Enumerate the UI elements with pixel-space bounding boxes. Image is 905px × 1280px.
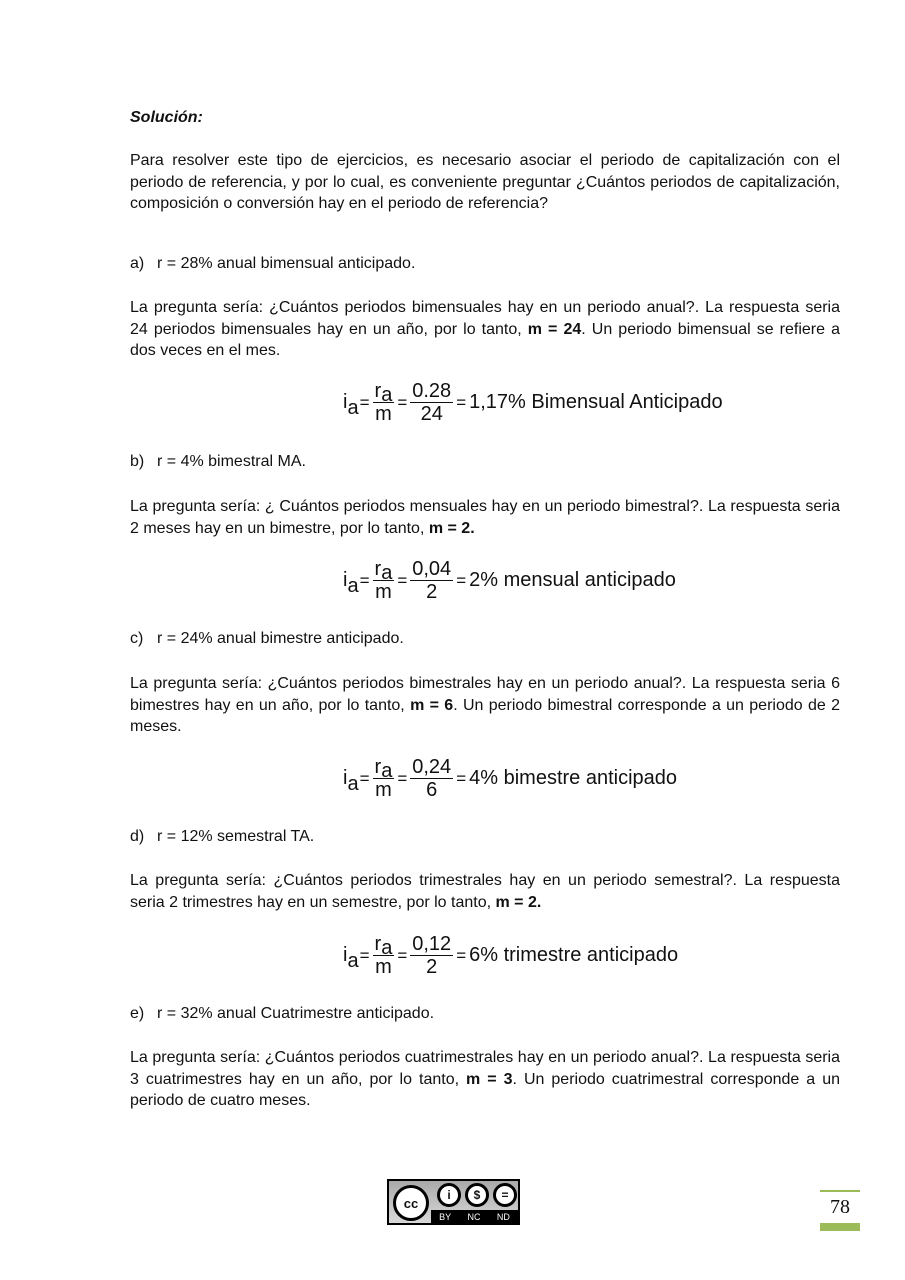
numerator-sub: a: [381, 562, 393, 584]
formula-lhs: i: [343, 569, 348, 591]
page-number-rule-bottom: [820, 1223, 860, 1231]
denominator: m: [375, 956, 392, 978]
fraction-rate-over-m: [373, 558, 395, 603]
equals-sign: =: [397, 570, 408, 590]
exercise-explanation: [130, 1047, 840, 1112]
exercise-explanation: [130, 673, 840, 738]
fraction-rate-over-m: [373, 933, 395, 978]
m-value: m = 3: [466, 1070, 513, 1088]
exercise-label: b): [130, 453, 145, 470]
numerator-value: 0,04: [412, 558, 452, 580]
page-number-rule-top: [820, 1190, 860, 1192]
exercise-text: r = 32% anual Cuatrimestre anticipado.: [157, 1005, 435, 1022]
fraction-values: [410, 933, 453, 978]
exercise-text: r = 4% bimestral MA.: [157, 453, 306, 470]
license-by: BY: [439, 1211, 452, 1222]
denominator: m: [375, 581, 392, 603]
exercise-statement: [130, 453, 306, 471]
numerator-sub: a: [381, 937, 393, 959]
formula-result: 6% trimestre anticipado: [469, 944, 679, 966]
exercise-label: c): [130, 630, 144, 647]
creative-commons-license-badge: [387, 1179, 520, 1225]
numerator-sub: a: [381, 760, 393, 782]
rate-formula: [343, 756, 677, 801]
solution-title: Solución:: [130, 109, 203, 126]
equals-sign: =: [397, 768, 408, 788]
formula-result: 4% bimestre anticipado: [469, 767, 678, 789]
numerator-value: 0,24: [412, 756, 452, 778]
exercise-label: e): [130, 1005, 145, 1022]
exercise-text: r = 24% anual bimestre anticipado.: [157, 630, 404, 647]
denominator-value: 6: [426, 779, 438, 801]
denominator: m: [375, 779, 392, 801]
denominator: m: [375, 403, 392, 425]
formula-lhs-sub: a: [347, 773, 359, 795]
explanation-text: La pregunta sería: ¿Cuántos periodos trimestrales hay en un periodo semestral?. La respuesta seria 2 trimestres hay en un semestre, por lo tanto,: [130, 872, 840, 911]
explanation-text-end: . Un periodo bimensual se refiere a dos veces en el mes.: [130, 320, 840, 359]
exercise-statement: [130, 630, 404, 648]
m-value: m = 2.: [495, 893, 542, 911]
formula-result: 2% mensual anticipado: [469, 569, 676, 591]
equals-sign: =: [359, 570, 370, 590]
fraction-rate-over-m: [373, 380, 395, 425]
formula-lhs-sub: a: [347, 397, 359, 419]
denominator-value: 2: [426, 956, 438, 978]
equals-sign: =: [397, 945, 408, 965]
explanation-text: La pregunta sería: ¿Cuántos periodos bimestrales hay en un periodo anual?. La respuesta seria 6 bimestres hay en un año, por lo tanto,: [130, 675, 840, 714]
numerator-sub: a: [381, 384, 393, 406]
formula-lhs: i: [343, 767, 348, 789]
formula-lhs: i: [343, 391, 348, 413]
m-value: m = 2.: [428, 519, 475, 537]
exercise-explanation: [130, 496, 840, 539]
formula-lhs-sub: a: [347, 950, 359, 972]
explanation-text: La pregunta sería: ¿ Cuántos periodos mensuales hay en un periodo bimestral?. La respuesta seria 2 meses hay en un bimestre, por lo tanto,: [130, 498, 840, 537]
equals-sign: =: [456, 945, 467, 965]
exercise-label: d): [130, 828, 145, 845]
equals-sign: =: [456, 392, 467, 412]
attribution-icon: i: [437, 1183, 461, 1207]
formula-lhs: i: [343, 944, 348, 966]
noderivatives-icon: =: [493, 1183, 517, 1207]
license-nd: ND: [496, 1211, 510, 1222]
numerator: r: [374, 558, 382, 580]
rate-formula: [343, 380, 723, 425]
equals-sign: =: [359, 768, 370, 788]
intro-paragraph: Para resolver este tipo de ejercicios, es necesario asociar el periodo de capitalización con el periodo de referencia, y por lo cual, es conveniente preguntar ¿Cuántos periodos de capitalización, composición o conversión hay en el periodo de referencia?: [130, 152, 840, 212]
cc-icon: cc: [393, 1185, 429, 1221]
numerator: r: [374, 933, 382, 955]
exercise-text: r = 28% anual bimensual anticipado.: [157, 255, 416, 272]
rate-formula: [343, 933, 678, 978]
exercise-statement: [130, 828, 314, 846]
exercise-explanation: [130, 297, 840, 362]
formula-result: 1,17% Bimensual Anticipado: [469, 391, 723, 413]
equals-sign: =: [359, 945, 370, 965]
fraction-values: [410, 558, 453, 603]
denominator-value: 24: [420, 403, 443, 425]
license-nc: NC: [467, 1211, 481, 1222]
fraction-rate-over-m: [373, 756, 395, 801]
equals-sign: =: [359, 392, 370, 412]
rate-formula: [343, 558, 676, 603]
equals-sign: =: [456, 768, 467, 788]
exercise-statement: [130, 255, 415, 273]
exercise-explanation: [130, 870, 840, 913]
equals-sign: =: [397, 392, 408, 412]
m-value: m = 24: [527, 320, 582, 338]
page-number-text: 78: [830, 1196, 850, 1218]
numerator-value: 0.28: [412, 380, 452, 402]
equals-sign: =: [456, 570, 467, 590]
numerator: r: [374, 756, 382, 778]
exercise-label: a): [130, 255, 145, 272]
exercise-text: r = 12% semestral TA.: [157, 828, 315, 845]
explanation-text: La pregunta sería: ¿Cuántos periodos bimensuales hay en un periodo anual?. La respuesta seria 24 periodos bimensuales hay en un año, por lo tanto,: [130, 299, 840, 338]
formula-lhs-sub: a: [347, 575, 359, 597]
fraction-values: [410, 756, 453, 801]
noncommercial-icon: $: [465, 1183, 489, 1207]
numerator-value: 0,12: [412, 933, 452, 955]
numerator: r: [374, 380, 382, 402]
explanation-text-end: . Un periodo cuatrimestral corresponde a un periodo de cuatro meses.: [130, 1070, 840, 1109]
page-number: [820, 1190, 860, 1231]
fraction-values: [410, 380, 453, 425]
exercise-statement: [130, 1005, 434, 1023]
explanation-text: La pregunta sería: ¿Cuántos periodos cuatrimestrales hay en un periodo anual?. La respuesta seria 3 cuatrimestres hay en un año, por lo tanto,: [130, 1049, 840, 1088]
denominator-value: 2: [426, 581, 438, 603]
m-value: m = 6: [410, 696, 454, 714]
explanation-text-end: . Un periodo bimestral corresponde a un periodo de 2 meses.: [130, 696, 840, 735]
